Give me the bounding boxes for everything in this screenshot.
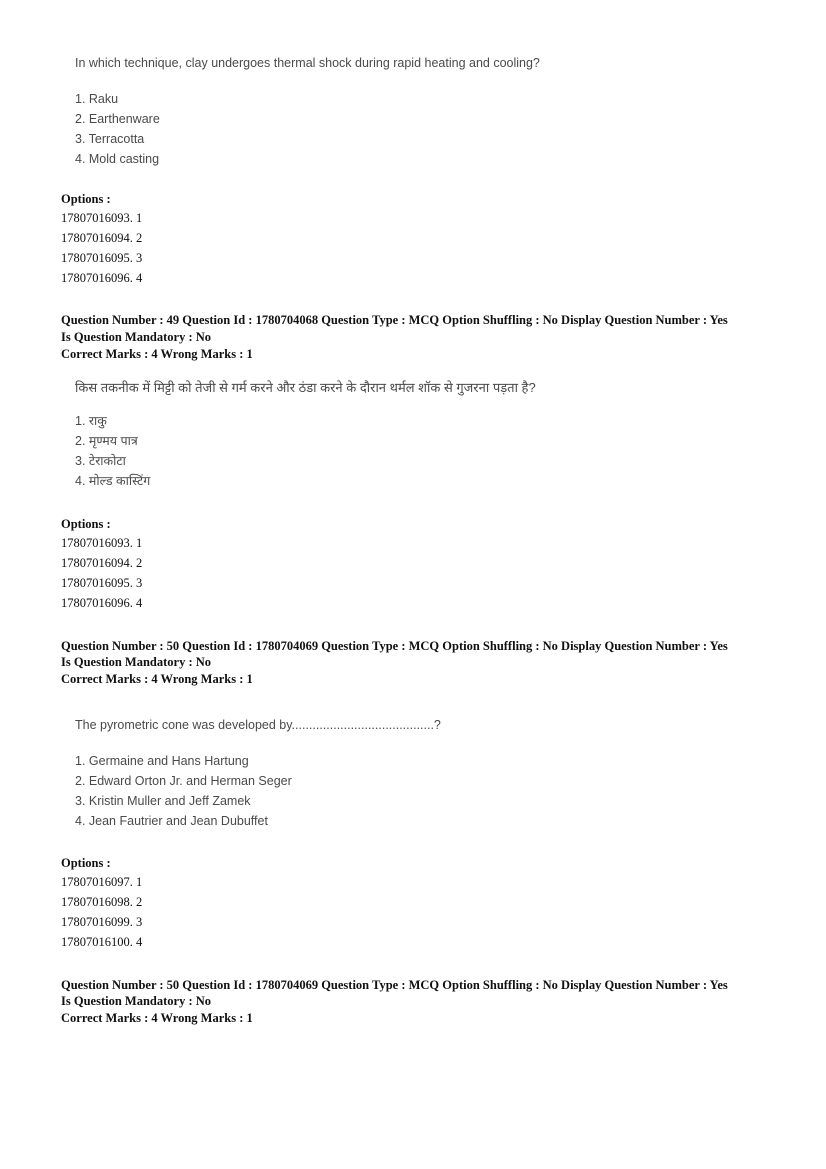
options-list (61, 872, 142, 952)
question-choice: 3. टेराकोटा (75, 454, 126, 468)
question-choice: 3. Terracotta (75, 132, 145, 146)
options-label: Options : (61, 856, 111, 870)
question-choice: 3. Kristin Muller and Jeff Zamek (75, 794, 251, 808)
question-mandatory: Is Question Mandatory : No (61, 655, 212, 669)
question-image (75, 718, 441, 831)
option-item: 17807016095. 3 (61, 251, 143, 265)
question-image (75, 56, 540, 169)
options-list (61, 208, 142, 288)
question-marks: Correct Marks : 4 Wrong Marks : 1 (61, 347, 253, 361)
options-label: Options : (61, 192, 111, 206)
question-meta-line: Question Number : 49 Question Id : 1780704068 Question Type : MCQ Option Shuffling : No Display Question Number : Yes (61, 313, 728, 327)
question-stem: The pyrometric cone was developed by.........................................? (75, 718, 441, 732)
option-item: 17807016095. 3 (61, 576, 143, 590)
question-meta-line: Question Number : 50 Question Id : 1780704069 Question Type : MCQ Option Shuffling : No Display Question Number : Yes (61, 978, 728, 992)
question-choice: 4. मोल्ड कास्टिंग (75, 474, 151, 488)
option-item: 17807016093. 1 (61, 211, 143, 225)
question-choice: 1. राकु (75, 414, 107, 428)
question-meta-line: Question Number : 50 Question Id : 1780704069 Question Type : MCQ Option Shuffling : No Display Question Number : Yes (61, 639, 728, 653)
option-item: 17807016096. 4 (61, 596, 143, 610)
question-mandatory: Is Question Mandatory : No (61, 994, 212, 1008)
option-item: 17807016094. 2 (61, 556, 143, 570)
question-choice: 4. Mold casting (75, 152, 160, 166)
question-choice: 1. Germaine and Hans Hartung (75, 754, 249, 768)
option-item: 17807016096. 4 (61, 271, 143, 285)
question-marks: Correct Marks : 4 Wrong Marks : 1 (61, 1011, 253, 1025)
option-item: 17807016093. 1 (61, 536, 143, 550)
question-choice: 4. Jean Fautrier and Jean Dubuffet (75, 814, 268, 828)
question-choice: 1. Raku (75, 92, 119, 106)
question-image (75, 378, 536, 491)
question-stem: किस तकनीक में मिट्टी को तेजी से गर्म करने और ठंडा करने के दौरान थर्मल शॉक से गुजरना पड़ता है? (75, 380, 536, 395)
options-label: Options : (61, 517, 111, 531)
question-stem: In which technique, clay undergoes thermal shock during rapid heating and cooling? (75, 56, 540, 70)
option-item: 17807016098. 2 (61, 895, 143, 909)
option-item: 17807016094. 2 (61, 231, 143, 245)
question-choice: 2. Edward Orton Jr. and Herman Seger (75, 774, 292, 788)
question-choice: 2. Earthenware (75, 112, 160, 126)
question-marks: Correct Marks : 4 Wrong Marks : 1 (61, 672, 253, 686)
option-item: 17807016097. 1 (61, 875, 143, 889)
option-item: 17807016100. 4 (61, 935, 143, 949)
options-list (61, 533, 142, 613)
question-choice: 2. मृण्मय पात्र (75, 434, 138, 448)
question-mandatory: Is Question Mandatory : No (61, 330, 212, 344)
option-item: 17807016099. 3 (61, 915, 143, 929)
